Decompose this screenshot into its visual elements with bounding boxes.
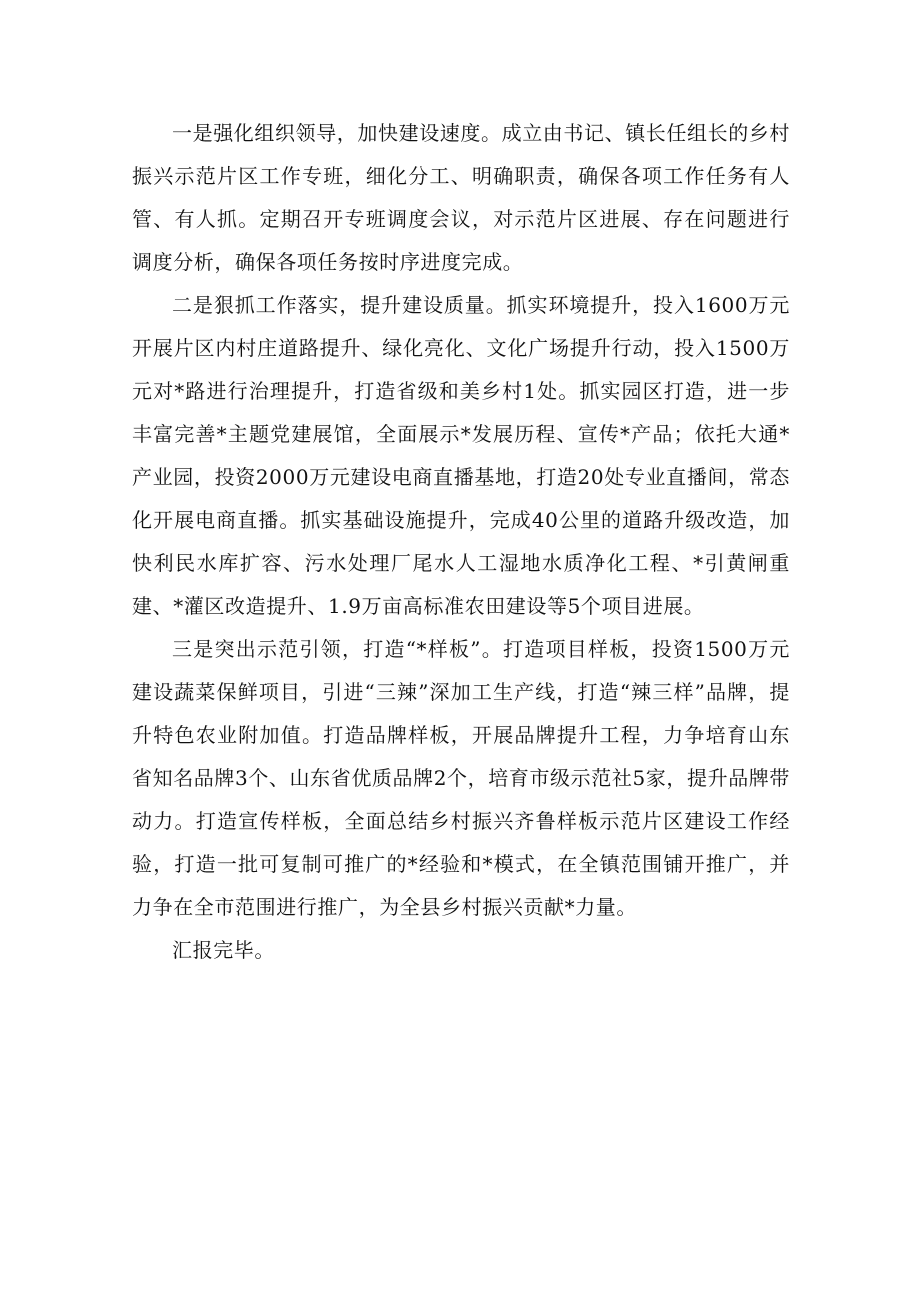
document-body	[132, 112, 790, 972]
paragraph-demonstration-model: 三是突出示范引领，打造“*样板”。打造项目样板，投资1500万元建设蔬菜保鲜项目，引进“三辣”深加工生产线，打造“辣三样”品牌，提升特色农业附加值。打造品牌样板，开展品牌提升工程，力争培育山东省知名品牌3个、山东省优质品牌2个，培育市级示范社5家，提升品牌带动力。打造宣传样板，全面总结乡村振兴齐鲁样板示范片区建设工作经验，打造一批可复制可推广的*经验和*模式，在全镇范围铺开推广，并力争在全市范围进行推广，为全县乡村振兴贡献*力量。	[132, 637, 790, 919]
paragraph-organization-leadership: 一是强化组织领导，加快建设速度。成立由书记、镇长任组长的乡村振兴示范片区工作专班，细化分工、明确职责，确保各项工作任务有人管、有人抓。定期召开专班调度会议，对示范片区进展、存在问题进行调度分析，确保各项任务按时序进度完成。	[132, 121, 790, 274]
paragraph-work-implementation: 二是狠抓工作落实，提升建设质量。抓实环境提升，投入1600万元开展片区内村庄道路提升、绿化亮化、文化广场提升行动，投入1500万元对*路进行治理提升，打造省级和美乡村1处。抓实园区打造，进一步丰富完善*主题党建展馆，全面展示*发展历程、宣传*产品；依托大通*产业园，投资2000万元建设电商直播基地，打造20处专业直播间，常态化开展电商直播。抓实基础设施提升，完成40公里的道路升级改造，加快利民水库扩容、污水处理厂尾水人工湿地水质净化工程、*引黄闸重建、*灌区改造提升、1.9万亩高标准农田建设等5个项目进展。	[132, 293, 790, 618]
paragraph-closing: 汇报完毕。	[172, 938, 275, 962]
